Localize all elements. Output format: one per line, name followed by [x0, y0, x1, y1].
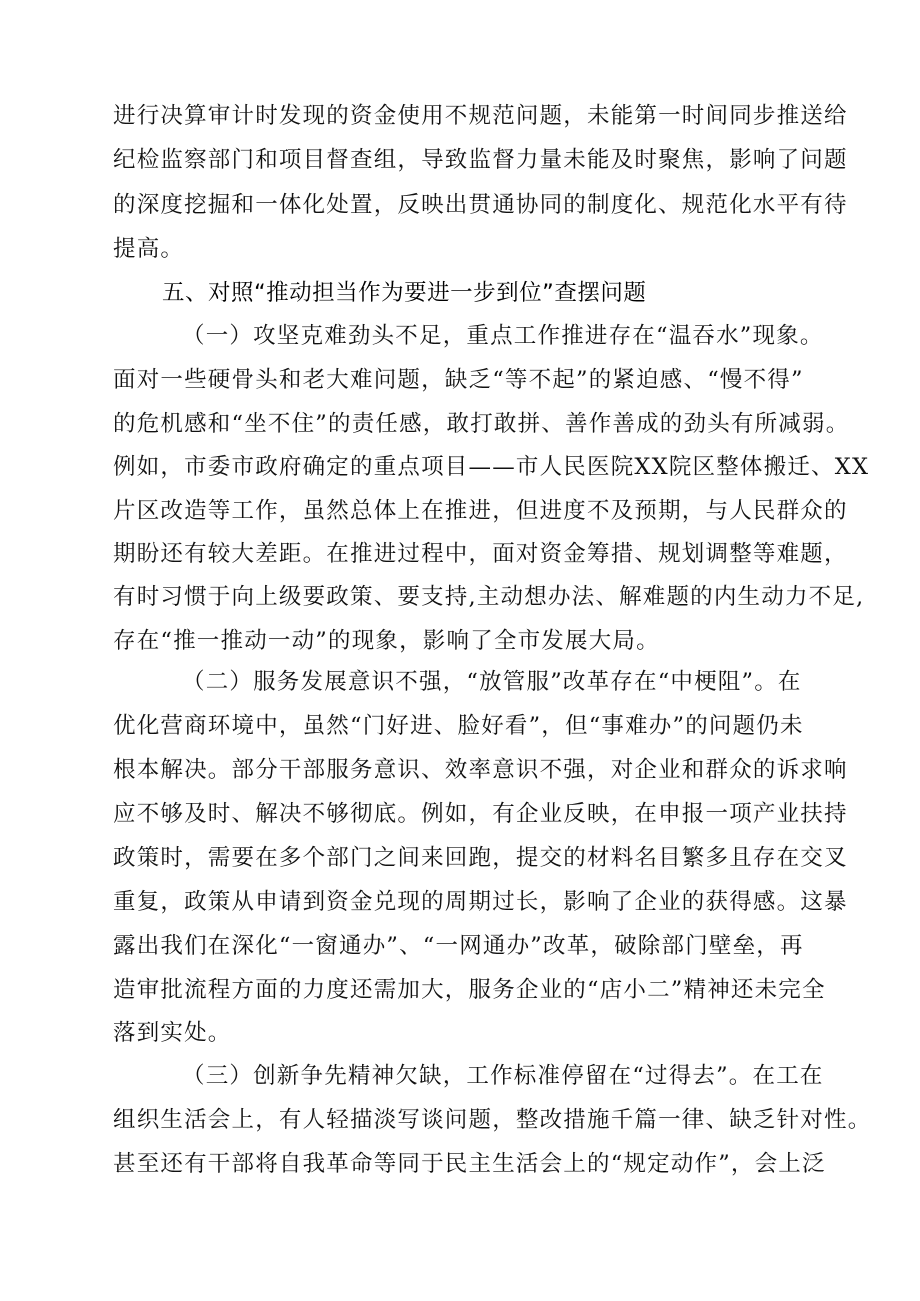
body-text-line: 政策时，需要在多个部门之间来回跑，提交的材料名目繁多且存在交叉 [113, 845, 848, 871]
body-text-line: 应不够及时、解决不够彻底。例如，有企业反映，在申报一项产业扶持 [113, 801, 848, 827]
body-text-line: 组织生活会上，有人轻描淡写谈问题，整改措施千篇一律、缺乏针对性。 [113, 1107, 872, 1133]
subsection-heading: （三）创新争先精神欠缺，工作标准停留在“过得去”。在工在 [182, 1063, 824, 1089]
body-text-line: 例如，市委市政府确定的重点项目——市人民医院XX院区整体搬迁、XX [113, 454, 870, 480]
body-text-line: 甚至还有干部将自我革命等同于民主生活会上的“规定动作”，会上泛 [113, 1151, 826, 1177]
body-text-line: 面对一些硬骨头和老大难问题，缺乏“等不起”的紧迫感、“慢不得” [113, 367, 804, 393]
body-text-line: 重复，政策从申请到资金兑现的周期过长，影响了企业的获得感。这暴 [113, 889, 848, 915]
body-text-line: 提高。 [113, 236, 185, 262]
body-text-line: 的危机感和“坐不住”的责任感，敢打敢拼、善作善成的劲头有所减弱。 [113, 411, 850, 437]
body-text-line: 露出我们在深化“一窗通办”、“一网通办”改革，破除部门壁垒，再 [113, 933, 804, 959]
subsection-heading: （二）服务发展意识不强，“放管服”改革存在“中梗阻”。在 [182, 669, 802, 695]
body-text-line: 优化营商环境中，虽然“门好进、脸好看”，但“事难办”的问题仍未 [113, 713, 804, 739]
body-text-line: 的深度挖掘和一体化处置，反映出贯通协同的制度化、规范化水平有待 [113, 192, 848, 218]
body-text-line: 进行决算审计时发现的资金使用不规范问题，未能第一时间同步推送给 [113, 103, 848, 129]
body-text-line: 落到实处。 [113, 1020, 232, 1046]
body-text-line: 期盼还有较大差距。在推进过程中，面对资金筹措、规划调整等难题， [113, 541, 848, 567]
body-text-line: 有时习惯于向上级要政策、要支持,主动想办法、解难题的内生动力不足, [113, 584, 865, 610]
body-text-line: 根本解决。部分干部服务意识、效率意识不强，对企业和群众的诉求响 [113, 757, 848, 783]
body-text-line: 纪检监察部门和项目督查组，导致监督力量未能及时聚焦，影响了问题 [113, 147, 848, 173]
subsection-heading: （一）攻坚克难劲头不足，重点工作推进存在“温吞水”现象。 [182, 323, 824, 349]
body-text-line: 造审批流程方面的力度还需加大，服务企业的“店小二”精神还未完全 [113, 977, 826, 1003]
body-text-line: 存在“推一推动一动”的现象，影响了全市发展大局。 [113, 628, 660, 654]
section-heading: 五、对照“推动担当作为要进一步到位”查摆问题 [162, 280, 647, 306]
body-text-line: 片区改造等工作，虽然总体上在推进，但进度不及预期，与人民群众的 [113, 498, 848, 524]
